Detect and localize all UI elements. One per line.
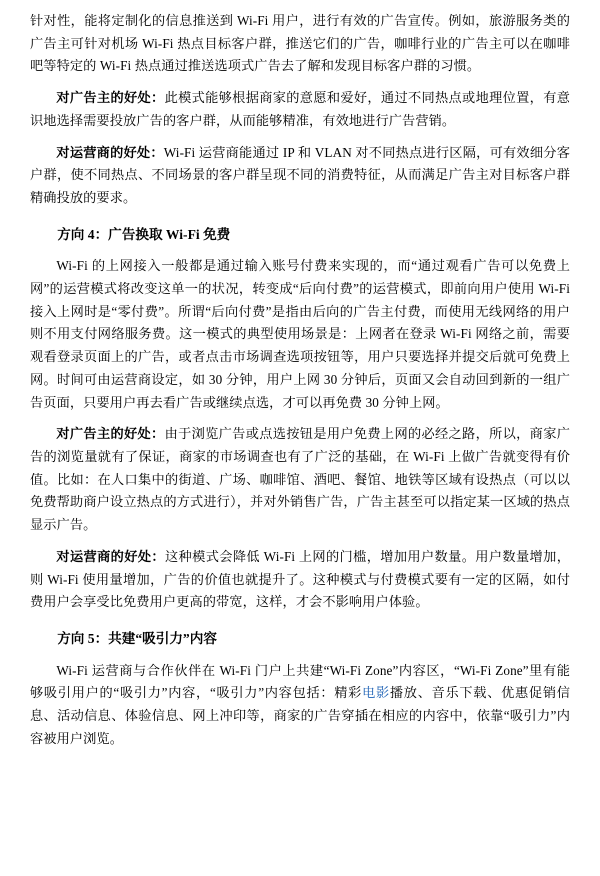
paragraph-body-text: 这种模式会降低 Wi-Fi 上网的门槛，增加用户数量。用户数量增加，则 Wi-Fi 使用量增加，广告的价值也就提升了。这种模式与付费模式要有一定的区隔，如付费用户会享受比免费用户更高的带宽，这样，才会不影响用户体验。 — [30, 548, 570, 610]
paragraph-lead-label: 对广告主的好处： — [56, 426, 165, 442]
heading-direction-4: 方向 4：广告换取 Wi-Fi 免费 — [57, 226, 231, 242]
paragraph-body-text: Wi-Fi 运营商能通过 IP 和 VLAN 对不同热点进行区隔，可有效细分客户群，使不同热点、不同场景的客户群呈现不同的消费特征，从而满足广告主对目标客户群精确投放的要求。 — [30, 144, 570, 205]
paragraph-advertiser-benefit-2 — [30, 423, 570, 537]
paragraph-lead-label: 对广告主的好处： — [56, 90, 165, 106]
paragraph-direction-5-body — [30, 660, 570, 751]
inline-link-movie[interactable]: 电影 — [362, 685, 390, 701]
paragraph-intro: 针对性，能将定制化的信息推送到 Wi-Fi 用户，进行有效的广告宣传。例如，旅游服务类的广告主可针对机场 Wi-Fi 热点目标客户群，推送它们的广告，咖啡行业的广告主可以在咖啡吧等特定的 Wi-Fi 热点通过推送选项式广告去了解和发现目标客户群的习惯。 — [30, 13, 570, 74]
paragraph-advertiser-benefit-1 — [30, 87, 570, 132]
paragraph-body-text: 由于浏览广告或点选按钮是用户免费上网的必经之路，所以，商家广告的浏览量就有了保证，商家的市场调查也有了广泛的基础，在 Wi-Fi 上做广告就变得有价值。比如：在人口集中的街道、广场、咖啡馆、酒吧、餐馆、地铁等区域有设热点（可以以免费帮助商户设立热点的方式进行），并对外销售广告，广告主甚至可以指定某一区域的热点显示广告。 — [30, 426, 570, 533]
heading-direction-5: 方向 5：共建“吸引力”内容 — [57, 630, 217, 646]
paragraph-operator-benefit-2 — [30, 546, 570, 614]
paragraph-segment-text: Wi-Fi 运营商与合作伙伴在 Wi-Fi 门户上共建“Wi-Fi Zone”内容区，“Wi-Fi Zone”里有能够吸引用户的“吸引力”内容，“吸引力”内容包括：精彩 — [30, 662, 570, 701]
paragraph-lead-label: 对运营商的好处： — [56, 144, 164, 160]
paragraph-body-text: 此模式能够根据商家的意愿和爱好，通过不同热点或地理位置，有意识地选择需要投放广告的客户群，从而能够精准，有效地进行广告营销。 — [30, 90, 570, 128]
paragraph-operator-benefit-1 — [30, 142, 570, 210]
paragraph-segment-text: 播放、音乐下载、优惠促销信息、活动信息、体验信息、网上冲印等，商家的广告穿插在相应的内容中，依靠“吸引力”内容被用户浏览。 — [30, 685, 571, 746]
paragraph-direction-4-body: Wi-Fi 的上网接入一般都是通过输入账号付费来实现的，而“通过观看广告可以免费上网”的运营模式将改变这单一的状况，转变成“后向付费”的运营模式，即前向用户使用 Wi-Fi 接入上网时是“零付费”。所谓“后向付费”是指由后向的广告主付费，而使用无线网络的用户则不用支付网络服务费。这一模式的典型使用场景是：上网者在登录 Wi-Fi 网络之前，需要观看登录页面上的广告，或者点击市场调查选项按钮等，用户只要选择并提交后就可免费上网。时间可由运营商设定，如 30 分钟，用户上网 30 分钟后，页面又会自动回到新的一组广告页面，只要用户再去看广告或继续点选，才可以再免费 30 分钟上网。 — [30, 258, 570, 410]
paragraph-lead-label: 对运营商的好处： — [56, 548, 165, 564]
